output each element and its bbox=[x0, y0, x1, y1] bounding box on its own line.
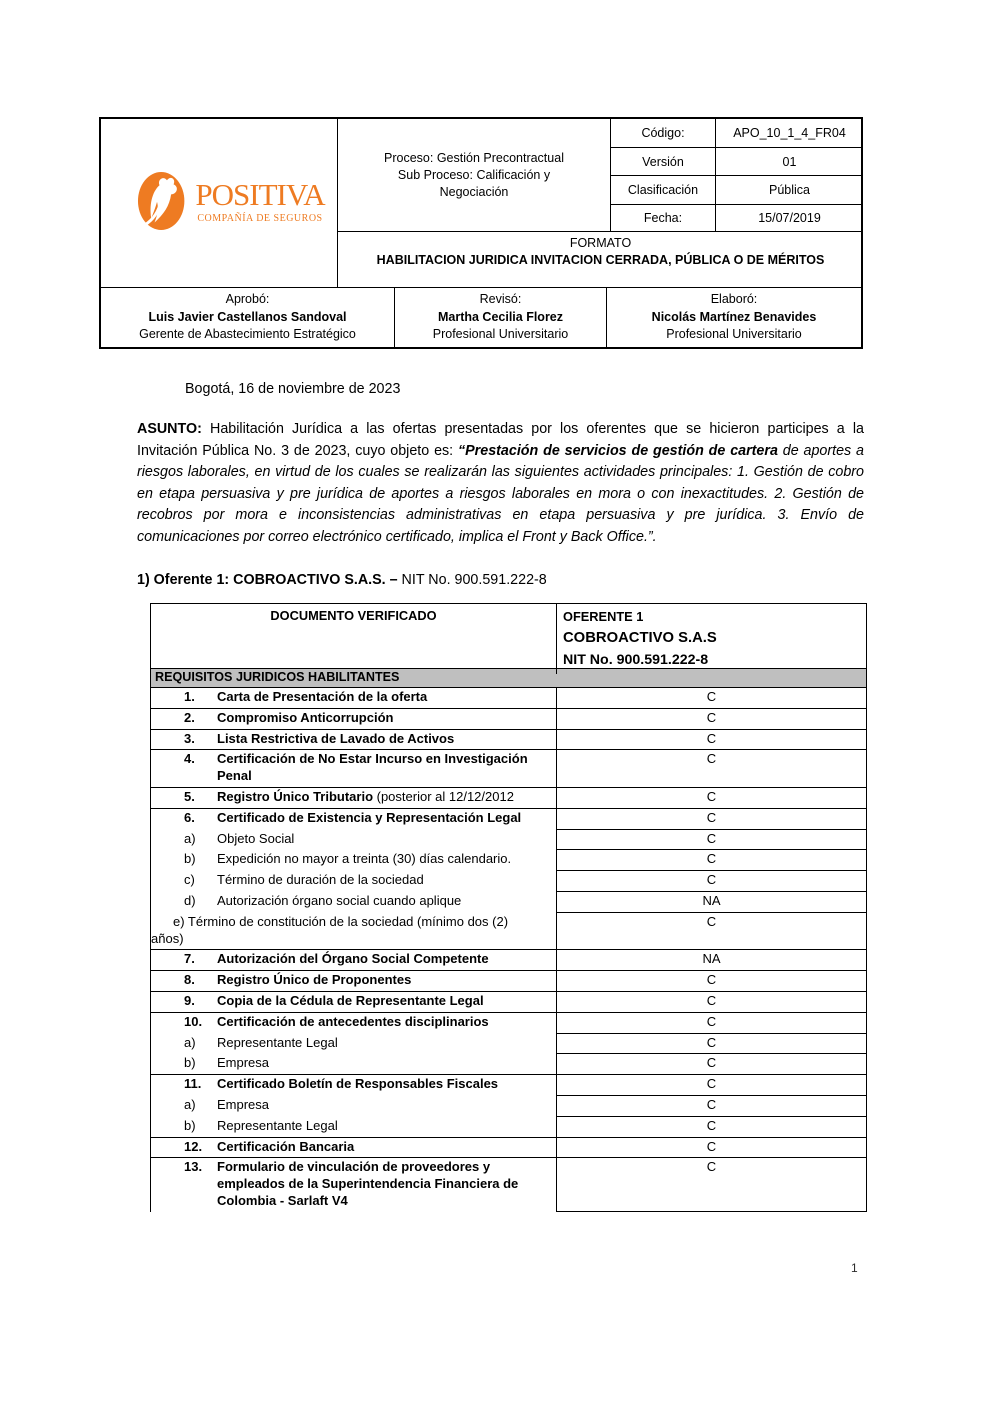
verification-table bbox=[150, 603, 867, 1212]
requirement-number: 2. bbox=[184, 709, 195, 725]
requirement-label: a) Objeto Social bbox=[151, 830, 557, 851]
meta-value-clasificacion: Pública bbox=[716, 176, 863, 205]
requirement-number: 11. bbox=[184, 1076, 202, 1092]
requirement-status: C bbox=[557, 830, 866, 851]
requirement-group bbox=[151, 1158, 866, 1211]
requirement-status: C bbox=[557, 1075, 866, 1096]
requirement-group bbox=[151, 809, 866, 951]
table-row bbox=[151, 1013, 866, 1034]
table-row bbox=[151, 850, 866, 871]
date-line: Bogotá, 16 de noviembre de 2023 bbox=[185, 381, 401, 397]
requirement-status: C bbox=[706, 972, 717, 988]
requirement-label: 9. Copia de la Cédula de Representante Legal bbox=[151, 992, 557, 1012]
requirement-label: 4. Certificación de No Estar Incurso en Investigación Penal bbox=[151, 750, 557, 787]
signature-title: Profesional Universitario bbox=[432, 327, 569, 341]
signature-role: Elaboró: bbox=[710, 292, 758, 306]
requirement-number: 5. bbox=[184, 788, 195, 804]
requirement-label: a) Representante Legal bbox=[151, 1034, 557, 1055]
requirement-status: C bbox=[706, 709, 717, 725]
requirement-status: C bbox=[706, 788, 717, 804]
requirement-group bbox=[151, 971, 866, 992]
requirement-group bbox=[151, 788, 866, 809]
requirement-group bbox=[151, 992, 866, 1013]
table-row bbox=[151, 892, 866, 913]
requirement-label: d) Autorización órgano social cuando aplique bbox=[151, 892, 557, 913]
logo-cell bbox=[101, 119, 338, 287]
table-row bbox=[151, 809, 866, 830]
verification-table-header bbox=[151, 604, 866, 669]
requirement-number: 10. bbox=[184, 1013, 203, 1029]
process-line: Sub Proceso: Calificación y bbox=[397, 167, 551, 182]
requirement-group bbox=[151, 1075, 866, 1137]
oferente-line: OFERENTE 1 bbox=[563, 609, 644, 624]
table-row bbox=[151, 1075, 866, 1096]
meta-value-codigo: APO_10_1_4_FR04 bbox=[716, 119, 863, 148]
format-title: FORMATO bbox=[569, 236, 632, 250]
requirement-status: C bbox=[706, 992, 717, 1008]
signatures-row bbox=[99, 287, 863, 349]
requirement-number: 7. bbox=[184, 951, 195, 967]
table-row bbox=[151, 750, 866, 787]
requirement-status: C bbox=[706, 751, 717, 767]
requirement-number: 12. bbox=[184, 1138, 203, 1154]
meta-label-codigo: Código: bbox=[611, 119, 716, 148]
signature-reviso bbox=[395, 288, 607, 347]
table-row bbox=[151, 871, 866, 892]
requirement-number: 1. bbox=[184, 689, 195, 704]
table-row bbox=[151, 1117, 866, 1137]
asunto-quote-body: de aportes a riesgos laborales, en virtud de los cuales se realizarán las siguientes actividades principales: 1. Gestión de cobro en etapa persuasiva y pre jurídica de aportes a riesgos laborales en mora o con inexactitudes. 2. Gestión de recobros por mora e inconsistencias administrativas en etapa persuasiva y pre jurídica. 3. Envío de comunicaciones por correo electrónico certificado, implica el Front y Back Office.”. bbox=[137, 442, 864, 545]
asunto-quote-lead: “Prestación de servicios de gestión de cartera bbox=[458, 442, 778, 459]
oferente-company: COBROACTIVO S.A.S bbox=[563, 630, 717, 646]
requirement-group bbox=[151, 750, 866, 788]
table-row bbox=[151, 971, 866, 991]
meta-label-fecha: Fecha: bbox=[611, 205, 716, 232]
table-row bbox=[151, 730, 866, 750]
format-title-cell bbox=[338, 232, 863, 287]
requirement-label: c) Término de duración de la sociedad bbox=[151, 871, 557, 892]
requirement-label: 6. Certificado de Existencia y Representación Legal bbox=[151, 809, 557, 830]
meta-value-fecha: 15/07/2019 bbox=[716, 205, 863, 232]
positiva-emblem-icon bbox=[133, 167, 191, 239]
asunto-label: ASUNTO: bbox=[137, 421, 202, 437]
section-header-requisitos: REQUISITOS JURIDICOS HABILITANTES bbox=[151, 669, 866, 688]
signature-elaboro bbox=[607, 288, 861, 347]
asunto-text: Habilitación Jurídica a las ofertas presentadas por los oferentes que se hicieron participes a la Invitación Pública No. 3 de 2023, cuyo objeto es: bbox=[137, 421, 864, 459]
table-row bbox=[151, 709, 866, 729]
process-line: Negociación bbox=[439, 184, 509, 199]
format-subtitle: HABILITACION JURIDICA INVITACION CERRADA, PÚBLICA O DE MÉRITOS bbox=[376, 253, 825, 267]
requirement-group bbox=[151, 950, 866, 971]
signature-name: Nicolás Martínez Benavides bbox=[651, 309, 817, 324]
requirement-label: 2. Compromiso Anticorrupción bbox=[151, 709, 557, 729]
requirement-number: 13. bbox=[184, 1159, 203, 1175]
meta-value-version: 01 bbox=[716, 148, 863, 176]
requirement-number: a) bbox=[184, 830, 196, 846]
table-row bbox=[151, 830, 866, 851]
requirement-status: C bbox=[557, 850, 866, 871]
meta-label-version: Versión bbox=[611, 148, 716, 176]
verification-table-body bbox=[151, 688, 866, 1212]
signature-role: Revisó: bbox=[479, 292, 522, 306]
requirement-status: NA bbox=[702, 951, 721, 967]
requirement-number: 9. bbox=[184, 992, 195, 1008]
requirement-group bbox=[151, 709, 866, 730]
requirement-number: 3. bbox=[184, 730, 195, 746]
requirement-status: C bbox=[557, 809, 866, 830]
requirement-label: b) Expedición no mayor a treinta (30) días calendario. bbox=[151, 850, 557, 871]
requirement-number: 4. bbox=[184, 751, 195, 767]
requirement-label: 7. Autorización del Órgano Social Competente bbox=[151, 950, 557, 970]
requirement-label: 10. Certificación de antecedentes disciplinarios bbox=[151, 1013, 557, 1034]
table-row bbox=[151, 1096, 866, 1117]
requirement-label: e) Término de constitución de la sociedad (mínimo dos (2) años) bbox=[151, 913, 557, 950]
requirement-number: a) bbox=[184, 1096, 196, 1112]
requirement-status: NA bbox=[557, 892, 866, 913]
requirement-status: C bbox=[557, 1096, 866, 1117]
signature-title: Gerente de Abastecimiento Estratégico bbox=[139, 327, 356, 341]
page-number: 1 bbox=[851, 1261, 858, 1275]
requirement-number: 6. bbox=[184, 809, 195, 825]
process-line: Proceso: Gestión Precontractual bbox=[384, 150, 564, 165]
requirement-group bbox=[151, 688, 866, 709]
requirement-label: 11. Certificado Boletín de Responsables Fiscales bbox=[151, 1075, 557, 1096]
table-row bbox=[151, 913, 866, 950]
oferente-nit: NIT No. 900.591.222-8 bbox=[563, 652, 709, 668]
requirement-status: C bbox=[706, 913, 717, 929]
header-grid bbox=[99, 117, 863, 287]
table-row bbox=[151, 688, 866, 708]
requirement-label: b) Representante Legal bbox=[151, 1117, 557, 1137]
offeror-heading bbox=[137, 572, 864, 588]
signature-title: Profesional Universitario bbox=[666, 327, 802, 341]
company-logo bbox=[113, 167, 324, 239]
offeror-heading-bold: 1) Oferente 1: COBROACTIVO S.A.S. – bbox=[137, 572, 398, 588]
table-row bbox=[151, 1054, 866, 1074]
requirement-label: 13. Formulario de vinculación de proveedores y empleados de la Superintendencia Financiera de Colombia - Sarlaft V4 bbox=[151, 1158, 557, 1211]
requirement-label: a) Empresa bbox=[151, 1096, 557, 1117]
requirement-number: b) bbox=[184, 851, 196, 867]
requirement-number: d) bbox=[184, 892, 196, 908]
requirement-status: C bbox=[557, 1013, 866, 1034]
requirement-label: 3. Lista Restrictiva de Lavado de Activos bbox=[151, 730, 557, 750]
requirement-number: a) bbox=[184, 1034, 196, 1050]
table-row bbox=[151, 950, 866, 970]
meta-label-clasificacion: Clasificación bbox=[611, 176, 716, 205]
requirement-status: C bbox=[706, 689, 717, 704]
offeror-heading-nit: NIT No. 900.591.222-8 bbox=[397, 572, 547, 588]
requirement-label: b) Empresa bbox=[151, 1054, 557, 1074]
requirement-status: C bbox=[706, 1117, 717, 1133]
logo-tagline-text: COMPAÑÍA DE SEGUROS bbox=[197, 212, 323, 224]
col-documento-verificado: DOCUMENTO VERIFICADO bbox=[151, 604, 557, 674]
requirement-label: 5. Registro Único Tributario (posterior al 12/12/2012 bbox=[151, 788, 557, 808]
requirement-status: C bbox=[706, 1055, 717, 1071]
requirement-label: 8. Registro Único de Proponentes bbox=[151, 971, 557, 991]
requirement-number: b) bbox=[184, 1117, 196, 1133]
requirement-label: 12. Certificación Bancaria bbox=[151, 1138, 557, 1158]
requirement-status: C bbox=[706, 730, 717, 746]
logo-brand-text: POSITIVA bbox=[195, 176, 325, 212]
requirement-number: b) bbox=[184, 1055, 196, 1071]
requirement-group bbox=[151, 730, 866, 751]
table-row bbox=[151, 788, 866, 808]
requirement-status: C bbox=[557, 1158, 866, 1211]
header-table bbox=[99, 117, 863, 349]
requirement-status: C bbox=[557, 871, 866, 892]
requirement-number: c) bbox=[184, 872, 195, 888]
requirement-status: C bbox=[706, 1138, 717, 1154]
table-row bbox=[151, 1034, 866, 1055]
table-row bbox=[151, 1158, 866, 1211]
table-row bbox=[151, 992, 866, 1012]
requirement-status: C bbox=[557, 1034, 866, 1055]
requirement-label: 1. Carta de Presentación de la oferta bbox=[151, 688, 557, 708]
signature-aprobo bbox=[101, 288, 395, 347]
process-cell bbox=[338, 119, 611, 232]
signature-name: Martha Cecilia Florez bbox=[437, 309, 564, 324]
signature-role: Aprobó: bbox=[225, 292, 270, 306]
requirement-group bbox=[151, 1013, 866, 1075]
table-row bbox=[151, 1138, 866, 1158]
asunto-paragraph bbox=[137, 419, 864, 549]
signature-name: Luis Javier Castellanos Sandoval bbox=[148, 309, 347, 324]
requirement-number: 8. bbox=[184, 972, 195, 988]
col-oferente-1 bbox=[557, 604, 866, 674]
requirement-group bbox=[151, 1138, 866, 1159]
